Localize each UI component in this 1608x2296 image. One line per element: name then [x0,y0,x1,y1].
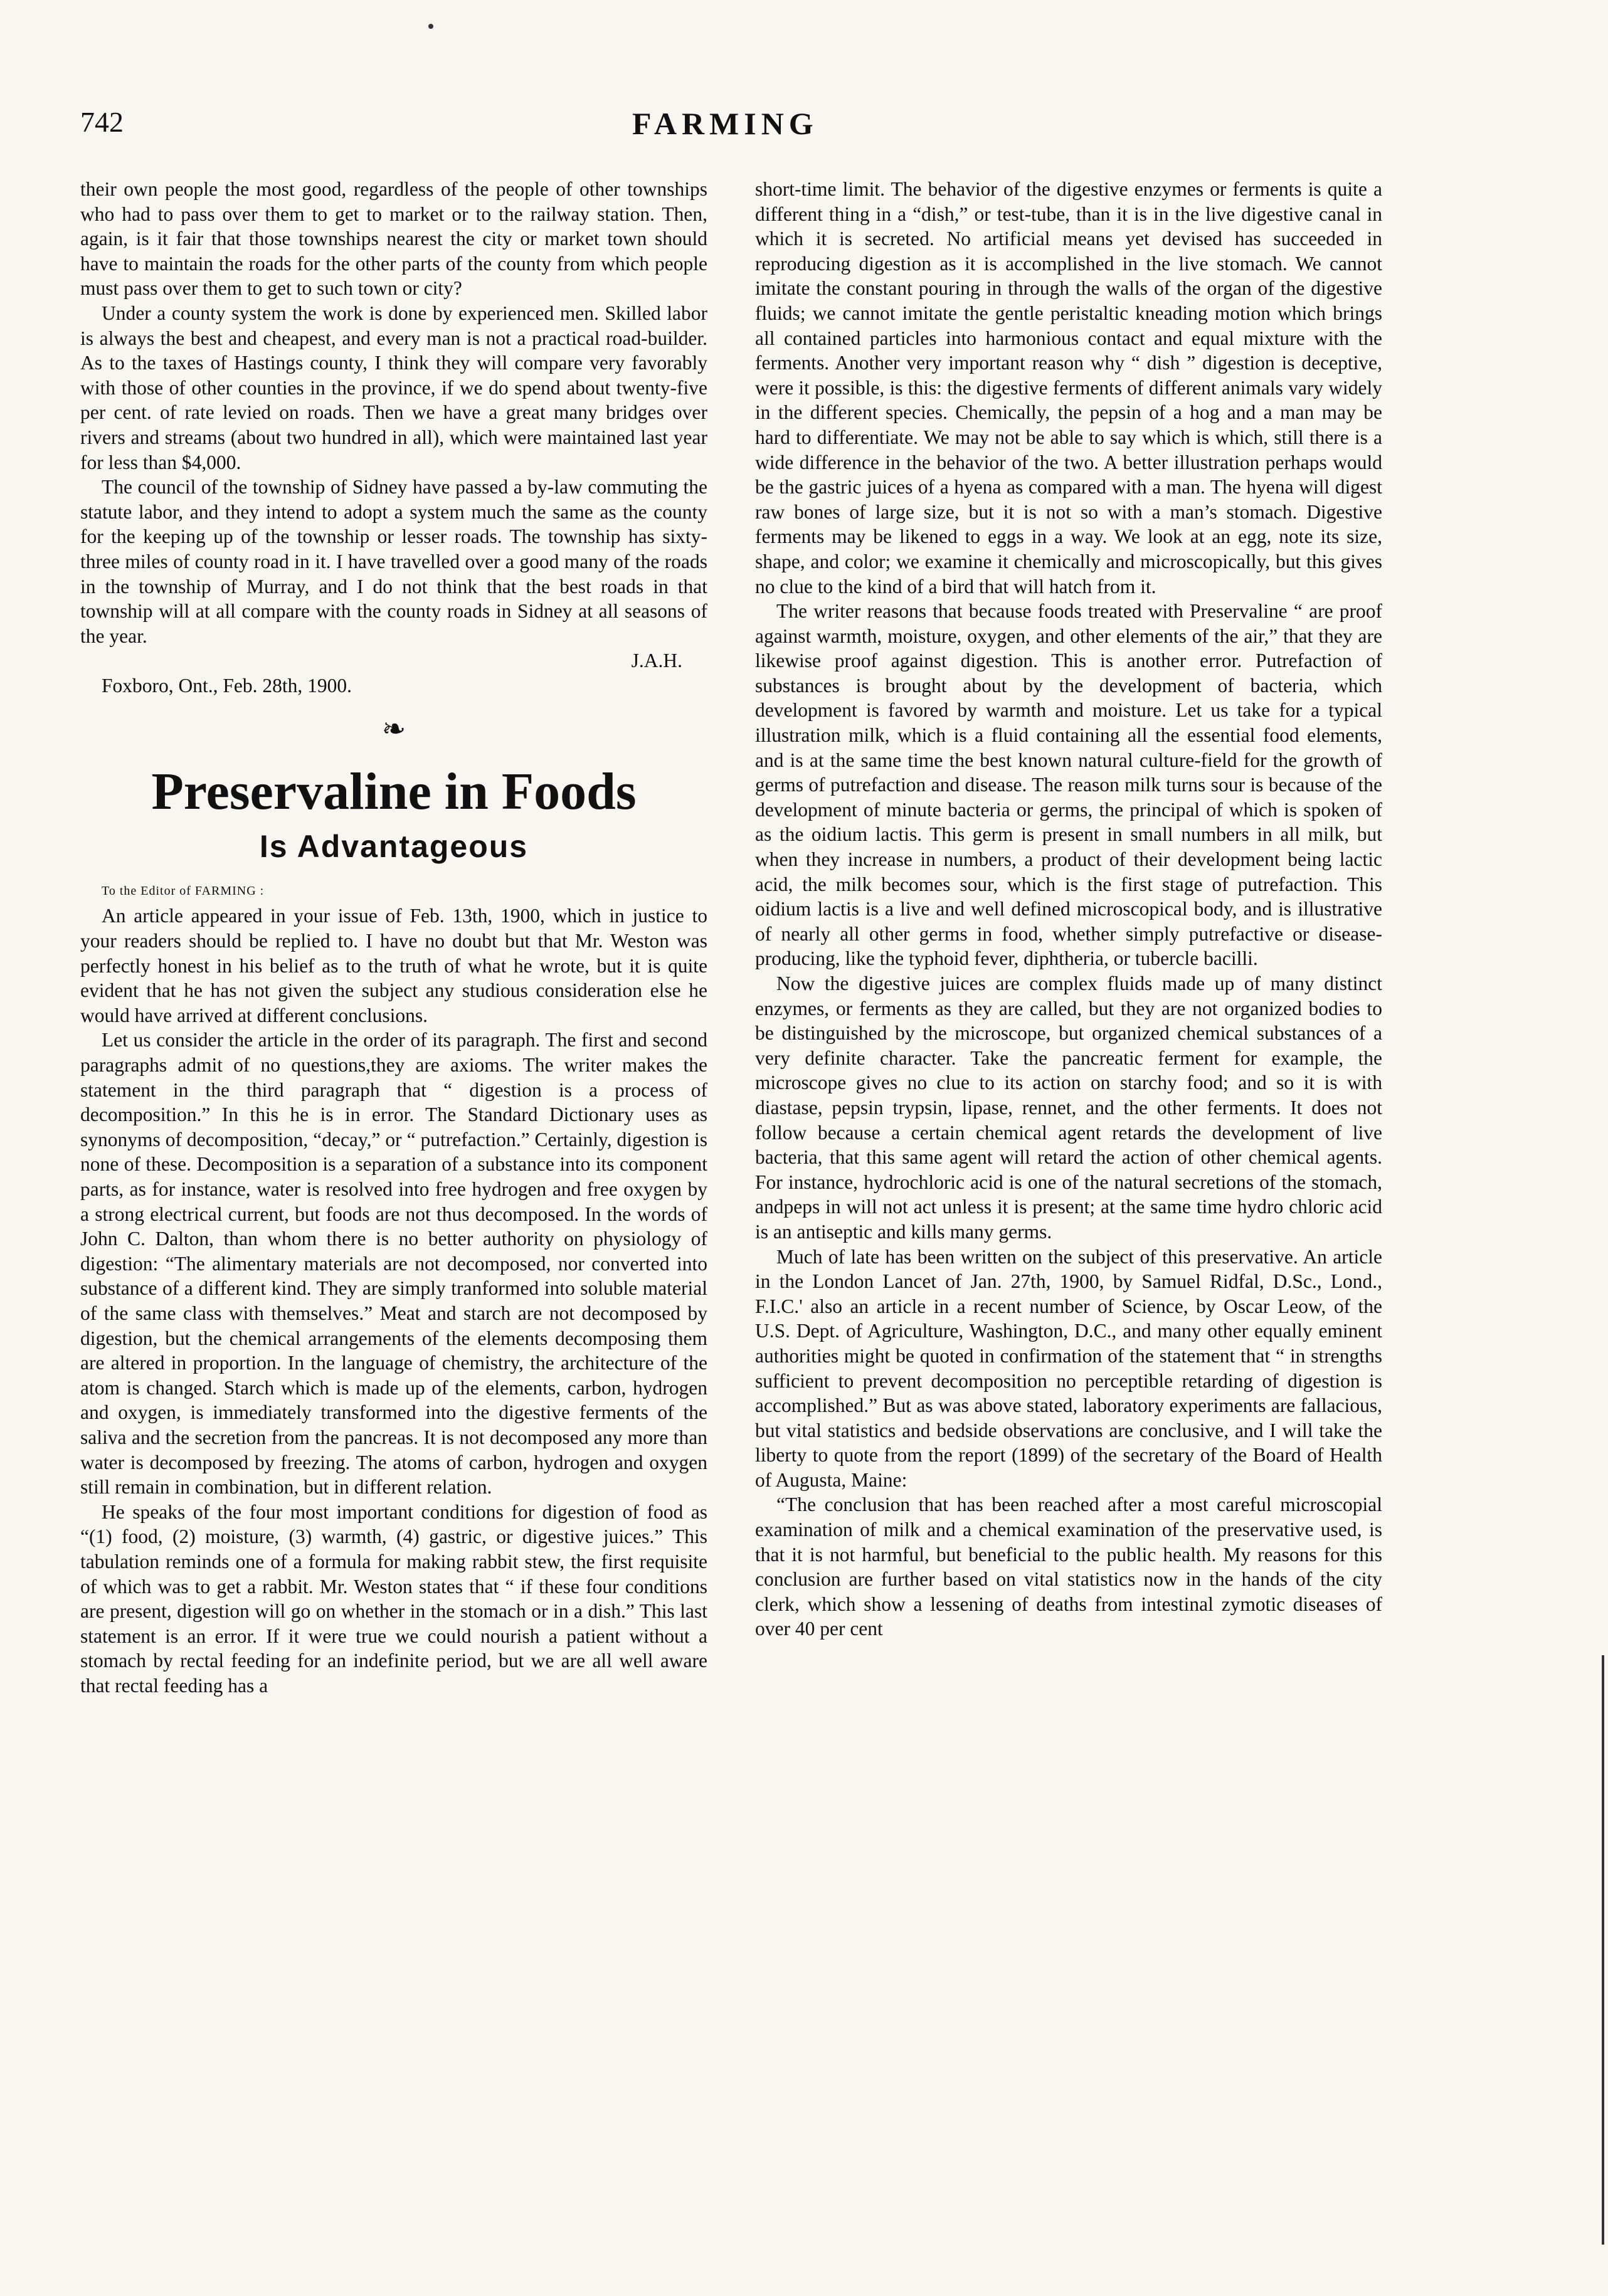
article-title: Preservaline in Foods [151,762,637,821]
paragraph: Under a county system the work is done by experienced men. Skilled labor is always the best and cheapest, and every man is not a practical road-builder. As to the taxes of Hastings county, I think they will compare very favorably with those of other counties in the province, if we do spend about twenty-five per cent. of rate levied on roads. Then we have a great many bridges over rivers and streams (about two hundred in all), which were maintained last year for less than $4,000. [80,302,707,473]
paragraph: He speaks of the four most important conditions for digestion of food as “(1) food, (2) moisture, (3) warmth, (4) gastric, or digestive juices.” This tabulation reminds one of a formula for making rabbit stew, the first requisite of which was to get a rabbit. Mr. Weston states that “ if these four conditions are present, digestion will go on whether in the stomach or in a dish.” This last statement is an error. If it were true we could nourish a patient without a stomach by rectal feeding for an indefinite period, but we are all well aware that rectal feeding has a [80,1500,707,1697]
salutation: To the Editor of FARMING : [102,884,265,898]
paragraph: Now the digestive juices are complex fluids made up of many distinct enzymes, or ferments as they are called, but they are not organized bodies to be distinguished by the microscope, but organized chemical substances of a very definite character. Take the pancreatic ferment for example, the microscope gives no clue to its action on starchy food; and so it is with diastase, pepsin trypsin, lipase, rennet, and the other ferments. It does not follow because a certain chemical agent retards the development of live bacteria, that this same agent will retard the action of other chemical agents. For instance, hydrochloric acid is one of the natural secretions of the stomach, andpeps in will not act unless it is present; at the same time hydro chloric acid is an antiseptic and kills many germs. [755,972,1382,1243]
paragraph: Much of late has been written on the subject of this preservative. An article in the London Lancet of Jan. 27th, 1900, by Samuel Ridfal, D.Sc., Lond., F.I.C.' also an article in a recent number of Science, by Oscar Leow, of the U.S. Dept. of Agriculture, Washington, D.C., and many other equally eminent authorities might be quoted in confirmation of the statement that “ in strengths sufficient to prevent decomposition no perceptible retarding of digestion is accomplished.” But as was above stated, laboratory experiments are fallacious, but vital statistics and bedside observations are conclusive, and I will take the liberty to quote from the report (1899) of the secretary of the Board of Health of Augusta, Maine: [755,1245,1382,1491]
paragraph: The writer reasons that because foods treated with Preservaline “ are proof against warmth, moisture, oxygen, and other elements of the air,” that they are likewise proof against digestion. This is another error. Putrefaction of substances is brought about by the development of bacteria, which development is favored by warmth and moisture. Let us take for a typical illustration milk, which is a fluid containing all the essential food elements, and is at the same time the best known natural culture-field for the growth of germs of putrefaction and disease. The reason milk turns sour is because of the development of minute bacteria or germs, the principal of which is spoken of as the oidium lactis. This germ is present in small numbers in all milk, but when they increase in numbers, a product of their development being lactic acid, the milk becomes sour, which is the first stage of putrefaction. This oidium lactis is a live and well defined microscopical body, and is illustrative of nearly all other germs in food, whether simply putrefactive or disease-producing, like the typhoid fever, diphtheria, or tubercle bacilli. [755,600,1382,970]
article-subtitle: Is Advantageous [259,829,529,865]
running-head: FARMING [632,106,818,141]
ornament-icon: ❧ [381,713,406,745]
paragraph: their own people the most good, regardless of the people of other townships who had to pass over them to get to market or to the railway station. Then, again, is it fair that those townships nearest the city or market town should have to maintain the roads for the other parts of the county from which people must pass over them to get to such town or city? [80,178,707,300]
print-speck [428,24,433,29]
paragraph: Let us consider the article in the order of its paragraph. The first and second paragraphs admit of no questions,they are axioms. The writer makes the statement in the third paragraph that “ digestion is a process of decomposition.” In this he is in error. The Standard Dictionary uses as synonyms of decomposition, “decay,” or “ putrefaction.” Certainly, digestion is none of these. Decomposition is a separation of a substance into its component parts, as for instance, water is resolved into free hydrogen and free oxygen by a strong electrical current, but foods are not thus decomposed. In the words of John C. Dalton, than whom there is no better authority on physiology of digestion: “The alimentary materials are not decomposed, nor converted into substance of a different kind. They are simply tranformed into soluble material of the same class with themselves.” Meat and starch are not decomposed by digestion, but the chemical arrangements of the elements decomposing them are altered in proportion. In the language of chemistry, the architecture of the atom is changed. Starch which is made up of the elements, carbon, hydrogen and oxygen, is immediately transformed into the digestive ferments of the saliva and the secretion from the pancreas. It is not decomposed any more than water is decomposed by freezing. The atoms of carbon, hydrogen and oxygen still remain in combination, but in different relation. [80,1029,707,1498]
margin-rule [1602,1655,1604,2245]
page-header [80,105,1447,155]
dateline: Foxboro, Ont., Feb. 28th, 1900. [102,674,352,697]
left-column [80,177,707,1698]
paragraph: An article appeared in your issue of Feb. 13th, 1900, which in justice to your readers should be replied to. I have no doubt but that Mr. Weston was perfectly honest in his belief as to the truth of what he wrote, but it is quite evident that he has not given the subject any studious consideration else he would have arrived at different conclusions. [80,905,707,1026]
signature: J.A.H. [631,650,682,672]
page-number: 742 [80,106,124,138]
right-column [755,177,1382,1641]
paragraph: “The conclusion that has been reached after a most careful microscopial examination of milk and a chemical examination of the preservative used, is that it is not harmful, but beneficial to the public health. My reasons for this conclusion are further based on vital statistics now in the hands of the city clerk, which show a lessening of deaths from intestinal zymotic diseases of over 40 per cent [755,1493,1382,1640]
paragraph: The council of the township of Sidney have passed a by-law commuting the statute labor, and they intend to adopt a system much the same as the county for the keeping up of the township or lesser roads. The township has sixty-three miles of county road in it. I have travelled over a good many of the roads in the township of Murray, and I do not think that the best roads in that township will at all compare with the county roads in Sidney at all seasons of the year. [80,476,707,647]
signature-line [80,648,707,673]
paragraph: short-time limit. The behavior of the digestive enzymes or ferments is quite a different thing in a “dish,” or test-tube, than it is in the live digestive canal in which it is secreted. No artificial means yet devised has succeeded in reproducing digestion as it is accomplished in the live stomach. We cannot imitate the constant pouring in through the walls of the organ of the digestive fluids; we cannot imitate the gentle peristaltic kneading motion which brings all contained particles into harmonious contact and equal mixture with the ferments. Another very important reason why “ dish ” digestion is deceptive, were it possible, is this: the digestive ferments of different animals vary widely in the different species. Chemically, the pepsin of a hog and a man may be hard to differentiate. We may not be able to say which is which, still there is a wide difference in the behavior of the two. A better illustration perhaps would be the gastric juices of a hyena as compared with a man. The hyena will digest raw bones of large size, but it is not so with a man’s stomach. Digestive ferments may be likened to eggs in a way. We look at an egg, note its size, shape, and color; we examine it chemically and microscopically, but this gives no clue to the kind of a bird that will hatch from it. [755,178,1382,598]
